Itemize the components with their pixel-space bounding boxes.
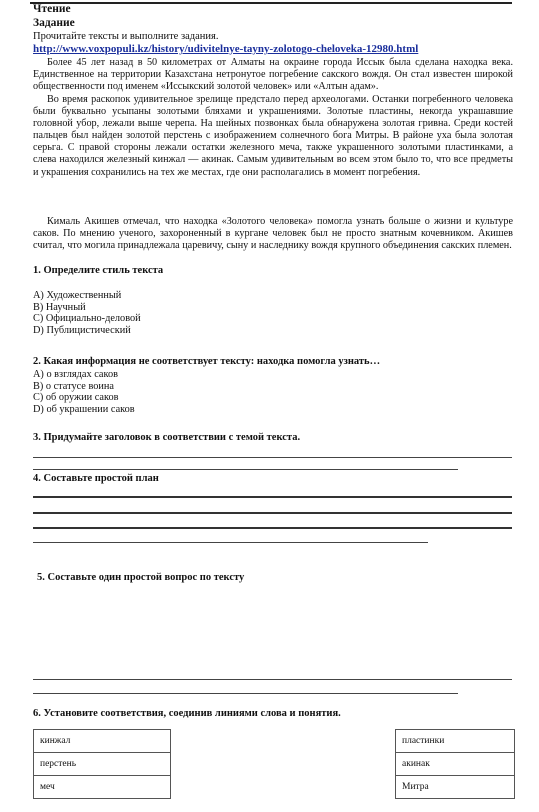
answer-line[interactable] — [33, 457, 512, 458]
task-title: Задание — [33, 17, 75, 29]
gap-cell — [171, 776, 396, 799]
question-4-title: 4. Составьте простой план — [33, 473, 159, 484]
table-row — [34, 730, 515, 753]
question-1-options — [33, 290, 141, 336]
instruction-text: Прочитайте тексты и выполните задания. — [33, 31, 219, 42]
answer-line[interactable] — [33, 469, 458, 470]
paragraph-1: Более 45 лет назад в 50 километрах от Алматы на окраине города Иссык была сделана находка века. Единственное на территории Казахстана нетронутое погребение сакского вождя. Он стал известен широкой общественности под именем «Иссыкский золотой человек» или «Алтын адам». — [33, 57, 513, 93]
option-c[interactable]: С) Официально-деловой — [33, 313, 141, 325]
question-2-title: 2. Какая информация не соответствует тексту: находка помогла узнать… — [33, 356, 381, 367]
answer-line[interactable] — [33, 527, 512, 529]
paragraph-2: Во время раскопок удивительное зрелище предстало перед археологами. Останки погребенного человека были буквально усыпаны золотыми бляхами и украшениями. Золотые пластины, некогда украшавшие головной убор, лежали выше черепа. На шейных позвонках была обнаружена золотая гривна. Среди костей пальцев был найден золотой перстень с изображением солнечного бога Митры. В районе уха была золотая серьга. С правой стороны лежали остатки железного меча, также украшенного золотыми пластинками, а слева находился железный кинжал — акинак. Самым удивительным во всем этом было то, что все предметы и украшения сохранились на тех же местах, где они располагались в момент погребения. — [33, 94, 513, 178]
top-rule — [30, 2, 512, 4]
concept-cell[interactable]: пластинки — [396, 730, 515, 753]
word-cell[interactable]: перстень — [34, 753, 171, 776]
option-d[interactable]: D) Публицистический — [33, 324, 131, 336]
option-c[interactable]: С) об оружии саков — [33, 392, 119, 404]
question-2-options — [33, 369, 135, 415]
option-a[interactable]: А) Художественный — [33, 290, 122, 301]
concept-cell[interactable]: акинак — [396, 753, 515, 776]
concept-cell[interactable]: Митра — [396, 776, 515, 799]
matching-table — [33, 729, 515, 799]
question-5-title: 5. Составьте один простой вопрос по тексту — [37, 572, 245, 583]
answer-line[interactable] — [33, 679, 512, 680]
question-3-title: 3. Придумайте заголовок в соответствии с темой текста. — [33, 432, 301, 443]
table-row — [34, 753, 515, 776]
section-title: Чтение — [33, 3, 71, 15]
question-1-title: 1. Определите стиль текста — [33, 265, 164, 276]
option-b[interactable]: В) о статусе воина — [33, 380, 114, 392]
answer-line[interactable] — [33, 693, 458, 694]
paragraph-3: Кималь Акишев отмечал, что находка «Золотого человека» помогла узнать больше о жизни и культуре саков. По мнению ученого, захороненный в кургане человек был не просто знатным кочевником. Акишев считал, что могила принадлежала царевичу, сыну и наследнику вождя крупного объединения сакских племен. — [33, 216, 513, 252]
question-6-title: 6. Установите соответствия, соединив линиями слова и понятия. — [33, 708, 341, 719]
answer-line[interactable] — [33, 512, 512, 514]
word-cell[interactable]: кинжал — [34, 730, 171, 753]
word-cell[interactable]: меч — [34, 776, 171, 799]
source-link[interactable]: http://www.voxpopuli.kz/history/udivitelnye-tayny-zolotogo-cheloveka-12980.html — [33, 43, 419, 55]
option-d[interactable]: D) об украшении саков — [33, 403, 135, 415]
answer-line[interactable] — [33, 542, 428, 543]
option-a[interactable]: А) о взглядах саков — [33, 369, 118, 380]
table-row — [34, 776, 515, 799]
option-b[interactable]: В) Научный — [33, 301, 86, 313]
answer-line[interactable] — [33, 496, 512, 498]
gap-cell — [171, 730, 396, 753]
gap-cell — [171, 753, 396, 776]
